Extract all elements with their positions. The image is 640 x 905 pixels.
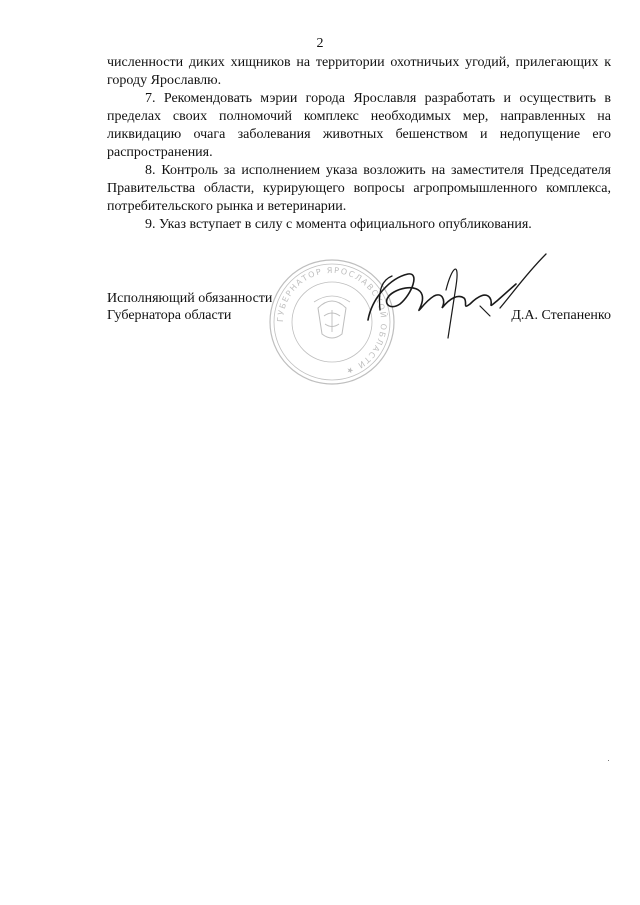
signer-name: Д.А. Степаненко [511,308,611,323]
paragraph-continuation: численности диких хищников на территории охотничьих угодий, прилегающих к городу Ярославлю. [107,55,611,88]
scan-artifact-dot [608,760,609,761]
paragraph-8: 8. Контроль за исполнением указа возложить на заместителя Председателя Правительства области, курирующего вопросы агропромышленного комплекса, потребительского рынка и ветеринарии. [107,163,611,214]
signer-title [107,290,272,324]
document-body [107,54,611,234]
page-number: 2 [316,36,324,51]
signer-title-line1: Исполняющий обязанности [107,291,273,306]
paragraph-9: 9. Указ вступает в силу с момента официального опубликования. [145,217,532,232]
signature-block [107,290,611,350]
paragraph-7: 7. Рекомендовать мэрии города Ярославля разработать и осуществить в пределах своих полномочий комплекс необходимых мер, направленных на ликвидацию очага заболевания животных бешенством и недопущение его распространения. [107,91,611,160]
svg-text:ГУБЕРНАТОР ЯРОСЛАВСКОЙ ОБЛАСТИ: ГУБЕРНАТОР ЯРОСЛАВСКОЙ ОБЛАСТИ ★ [275,265,389,377]
signer-title-line2: Губернатора области [107,308,232,323]
